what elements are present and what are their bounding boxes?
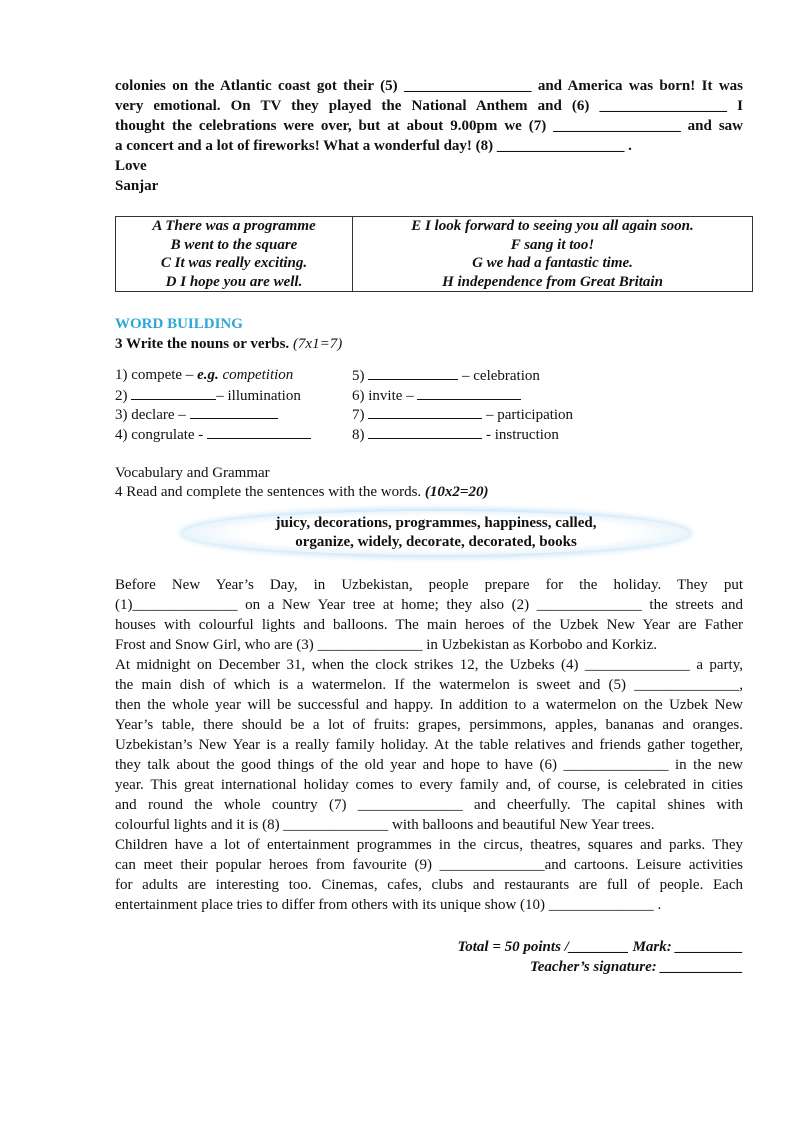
text-line: and round the whole country (7) ______________ and cheerfully. The capital shines with [115, 797, 743, 813]
text-line: At midnight on December 31, when the clock strikes 12, the Uzbeks (4) ______________ a party, [115, 657, 743, 673]
text-line: Year’s table, there should be a lot of fruits: grapes, persimmons, apples, bananas and oranges. [115, 717, 743, 733]
option-h: H independence from Great Britain [442, 273, 663, 290]
option-c: C It was really exciting. [160, 255, 308, 271]
answer-blank[interactable] [207, 425, 311, 439]
letter-line: a concert and a lot of fireworks! What a wonderful day! (8) _________________ . [115, 138, 632, 154]
word-box-cloud [183, 511, 689, 555]
text-line: year. This great international holiday comes to every family and, of course, is celebrated in cities [115, 777, 743, 793]
answer-blank[interactable] [417, 386, 521, 400]
option-a: A There was a programme [152, 218, 316, 234]
teacher-signature: Teacher’s signature: ___________ [529, 959, 743, 975]
text-line: colourful lights and it is (8) ______________ with balloons and beautiful New Year trees. [115, 817, 655, 833]
text-line: houses with colourful lights and balloons. The main heroes of the Uzbek New Year are Father [115, 617, 743, 633]
score-footer [115, 937, 743, 977]
worksheet-page [115, 76, 743, 977]
word-building-task [115, 334, 743, 354]
text-line: (1)______________ on a New Year tree at home; they also (2) ______________ the streets and [115, 597, 743, 613]
option-e: E I look forward to seeing you all again soon. [411, 218, 694, 234]
word-building-title: WORD BUILDING [115, 316, 243, 332]
wb-item-7[interactable]: 7) – participation [352, 407, 574, 423]
answer-blank[interactable] [131, 386, 216, 400]
text-line: entertainment place tries to differ from others with its unique show (10) ______________ . [115, 897, 662, 913]
text-line: Before New Year’s Day, in Uzbekistan, people prepare for the holiday. They put [115, 577, 743, 593]
wb-item-4[interactable]: 4) congrulate - [115, 425, 352, 445]
wb-item-6[interactable]: 6) invite – [352, 386, 752, 406]
text-line: Children have a lot of entertainment programmes in the circus, theatres, squares and parks. They [115, 837, 743, 853]
letter-signature: Sanjar [115, 178, 159, 194]
wb-item-3[interactable]: 3) declare – [115, 405, 352, 425]
answer-blank[interactable] [190, 405, 278, 419]
wb-item-1: 1) compete – e.g. competition [115, 367, 294, 383]
total-points: Total = 50 points /________ Mark: _________ [457, 939, 743, 955]
answer-blank[interactable] [368, 366, 458, 380]
option-f: F sang it too! [510, 236, 595, 253]
letter-line: colonies on the Atlantic coast got their (5) _________________ and America was born! It was [115, 78, 743, 94]
word-building-grid [115, 366, 743, 444]
task-4-points: (10x2=20) [424, 483, 489, 500]
vocab-section [115, 464, 743, 501]
option-d: D I hope you are well. [165, 273, 303, 290]
text-line: then the whole year will be successful and happy. In addition to a watermelon on the Uzbek New [115, 697, 743, 713]
text-line: they talk about the good things of the old year and hope to have (6) ______________ in the new [115, 757, 743, 773]
option-b: B went to the square [170, 236, 298, 253]
task-4-label: 4 Read and complete the sentences with the words. [115, 483, 422, 500]
wb-item-2[interactable]: 2) – illumination [115, 387, 301, 404]
answer-blank[interactable] [368, 425, 482, 439]
text-line: for adults are interesting too. Cinemas, cafes, clubs and restaurants are full of people. Each [115, 877, 743, 893]
option-g: G we had a fantastic time. [472, 255, 633, 271]
text-line: can meet their popular heroes from favourite (9) ______________and cartoons. Leisure activities [115, 857, 743, 873]
task-3-label: 3 Write the nouns or verbs. [115, 336, 290, 352]
letter-closing: Love [115, 158, 147, 174]
letter-line: very emotional. On TV they played the National Anthem and (6) _________________ I [115, 98, 743, 114]
options-table [115, 216, 753, 292]
word-box [115, 507, 743, 565]
options-right-column [353, 217, 753, 292]
word-box-line-1: juicy, decorations, programmes, happiness, called, [275, 515, 597, 531]
vocab-task [115, 483, 743, 502]
wb-item-5[interactable]: 5) – celebration [352, 368, 540, 384]
letter-text [115, 76, 743, 196]
reading-text [115, 575, 743, 915]
options-left-column [116, 217, 353, 292]
word-box-line-2: organize, widely, decorate, decorated, books [295, 534, 577, 550]
text-line: Uzbekistan’s New Year is a really family holiday. At the table relatives and friends gather together, [115, 737, 743, 753]
answer-blank[interactable] [368, 405, 482, 419]
letter-line: thought the celebrations were over, but at about 9.00pm we (7) _________________ and saw [115, 118, 743, 134]
wb-item-8[interactable]: 8) - instruction [352, 426, 559, 443]
text-line: the main dish of which is a watermelon. If the watermelon is sweet and (5) ______________, [115, 677, 743, 693]
task-3-points: (7x1=7) [292, 336, 343, 352]
vocab-title: Vocabulary and Grammar [115, 465, 270, 481]
text-line: Frost and Snow Girl, who are (3) ______________ in Uzbekistan as Korbobo and Korkiz. [115, 637, 657, 653]
